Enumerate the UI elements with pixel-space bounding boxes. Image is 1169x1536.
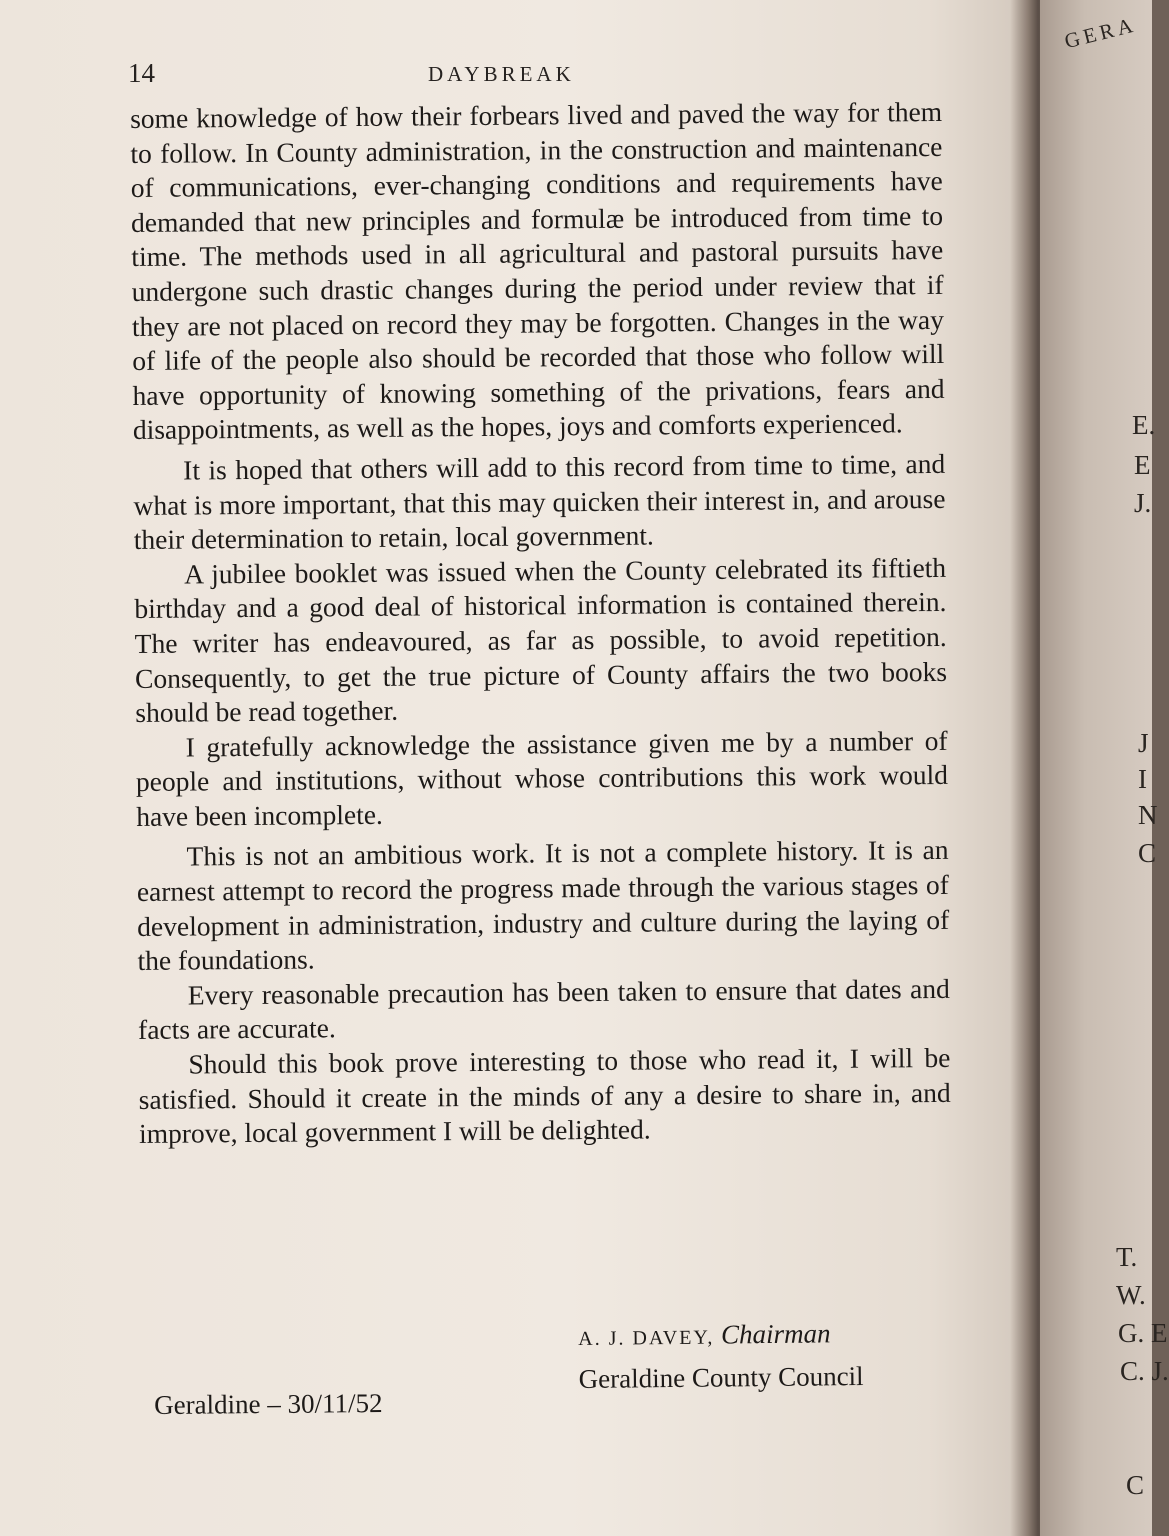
paragraph: Should this book prove interesting to those who read it, I will be satisfied. Should it create in the minds of any a desire to share in, and improve, local government I will be delighted. bbox=[138, 1041, 951, 1150]
facing-page-fragment: I bbox=[1138, 764, 1147, 794]
place-date: Geraldine – 30/11/52 bbox=[154, 1388, 383, 1420]
signatory-line bbox=[578, 1313, 863, 1359]
signatory-organization: Geraldine County Council bbox=[578, 1361, 864, 1394]
paragraph: This is not an ambitious work. It is not a complete history. It is an earnest attempt to record the progress made through the various stages of development in administration, industry and culture during the laying of the foundations. bbox=[136, 834, 950, 977]
paragraph: some knowledge of how their forbears lived and paved the way for them to follow. In County administration, in the construction and maintenance of communications, ever-changing conditions and requirements have demanded that new principles and formulæ be introduced from time to time. The methods used in all agricultural and pastoral pursuits have undergone such drastic changes during the period under review that if they are not placed on record they may be forgotten. Changes in the way of life of the people also should be recorded that those who follow will have opportunity of knowing something of the privations, fears and disappointments, as well as the hopes, joys and comforts experienced. bbox=[130, 95, 945, 446]
signature-block bbox=[578, 1313, 864, 1399]
signatory-name: A. J. DAVEY, bbox=[578, 1326, 715, 1350]
facing-page-fragment: T. bbox=[1116, 1242, 1138, 1272]
facing-page-fragment: E bbox=[1134, 450, 1151, 480]
paragraph: I gratefully acknowledge the assistance given me by a number of people and institutions, without whose contributions this work would have been incomplete. bbox=[135, 724, 949, 832]
paragraph: Every reasonable precaution has been taken to ensure that dates and facts are accurate. bbox=[137, 972, 950, 1046]
facing-page-fragment: J bbox=[1138, 728, 1149, 758]
facing-page-fragment: E. bbox=[1132, 410, 1156, 440]
facing-page-running-head: GERA bbox=[1062, 12, 1139, 54]
paragraph: A jubilee booklet was issued when the County celebrated its fiftieth birthday and a good deal of historical information is contained therein. The writer has endeavoured, as far as possible, to avoid repetition. Consequently, to get the true picture of County affairs the two books should be read together. bbox=[134, 551, 948, 729]
facing-page-fragment: G. E bbox=[1118, 1318, 1168, 1348]
facing-page bbox=[1040, 0, 1169, 1536]
signatory-title: Chairman bbox=[720, 1318, 831, 1350]
body-text bbox=[130, 95, 951, 1152]
facing-page-fragment: C bbox=[1138, 838, 1157, 868]
page-number: 14 bbox=[128, 58, 155, 88]
running-head: DAYBREAK bbox=[428, 62, 575, 86]
facing-page-fragment: N bbox=[1138, 800, 1158, 830]
page-header bbox=[128, 58, 940, 92]
facing-page-fragment: J. bbox=[1134, 488, 1152, 518]
facing-page-fragment: W. bbox=[1116, 1280, 1146, 1310]
facing-page-fragment: C bbox=[1126, 1470, 1145, 1500]
facing-page-fragment: C. J. bbox=[1120, 1356, 1169, 1386]
paragraph: It is hoped that others will add to this record from time to time, and what is more important, that this may quicken their interest in, and arouse their determination to retain, local government. bbox=[133, 447, 946, 556]
